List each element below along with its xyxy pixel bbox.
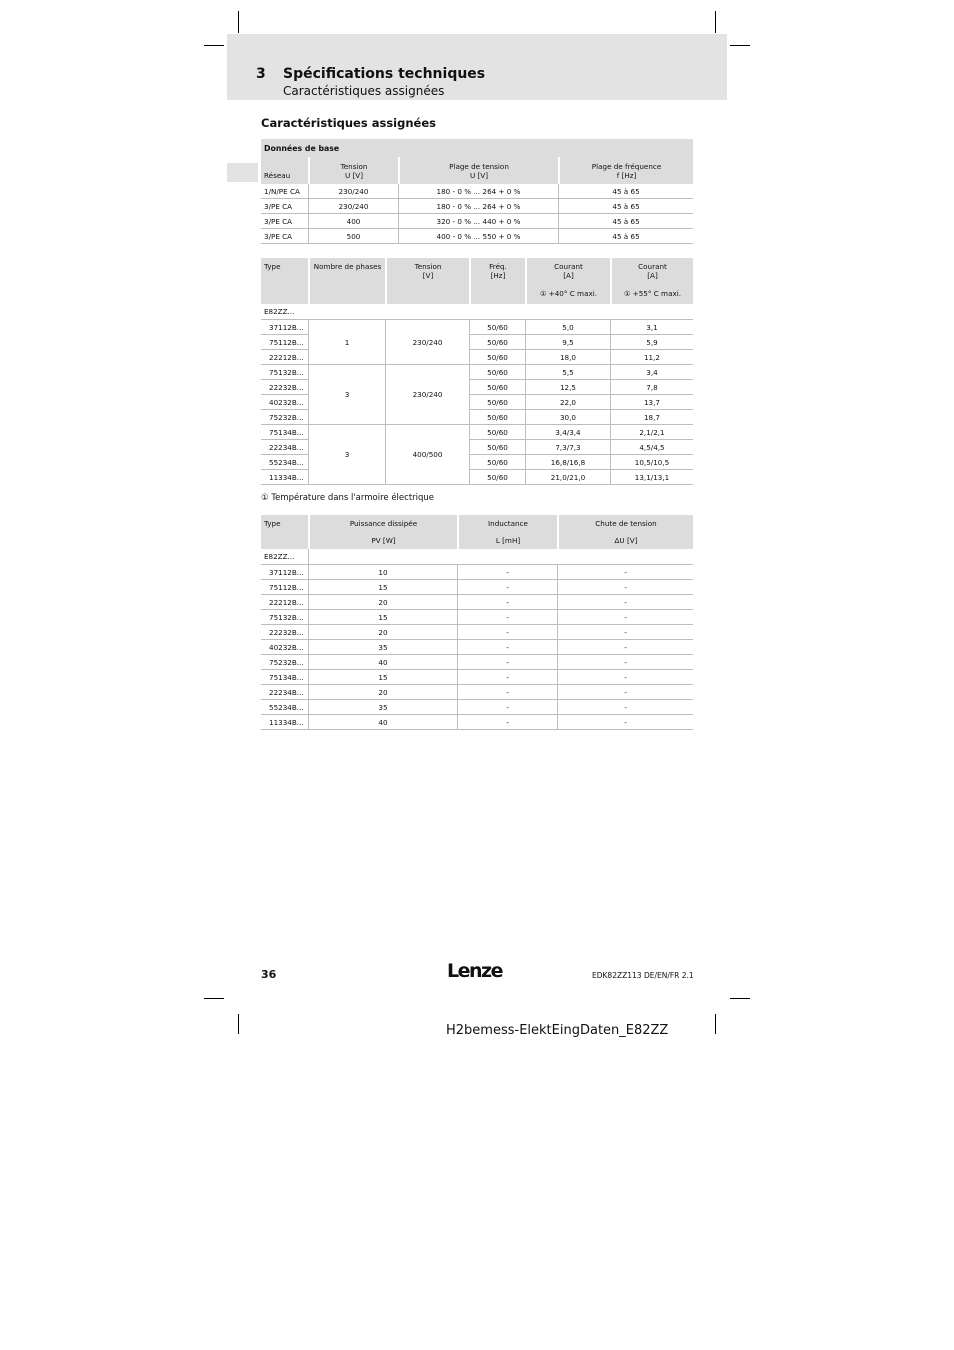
cell-courant-40: 3,4/3,4 <box>525 425 610 440</box>
crop-mark <box>204 998 224 999</box>
cell-courant-55: 13,7 <box>610 395 693 410</box>
cell-puissance: 40 <box>308 715 457 730</box>
table-row <box>261 640 693 655</box>
cell-courant-40: 7,3/7,3 <box>525 440 610 455</box>
cell-courant-40: 5,0 <box>525 320 610 335</box>
cell-courant-40: 30,0 <box>525 410 610 425</box>
cell-type: 75112B... <box>261 335 308 350</box>
cell-inductance: - <box>457 580 557 595</box>
section-title: Caractéristiques assignées <box>261 116 436 130</box>
cell-courant-55: 5,9 <box>610 335 693 350</box>
cell-plage-tension: 400 - 0 % ... 550 + 0 % <box>398 229 558 244</box>
cell-chute-tension: - <box>557 580 693 595</box>
header-courant-40: Courant [A] ① +40° C maxi. <box>525 258 610 304</box>
cell-type: 22232B... <box>261 625 308 640</box>
table-row <box>261 425 693 440</box>
cell-puissance: 15 <box>308 580 457 595</box>
cell-plage-frequence: 45 à 65 <box>558 199 693 214</box>
cell-plage-frequence: 45 à 65 <box>558 184 693 199</box>
cell-type: 11334B... <box>261 470 308 485</box>
basic-data-table <box>261 139 693 244</box>
cell-inductance: - <box>457 565 557 580</box>
cell-type: 55234B... <box>261 700 308 715</box>
cell-courant-55: 18,7 <box>610 410 693 425</box>
crop-mark <box>238 1014 239 1034</box>
header-type: Type <box>261 258 308 304</box>
table-row <box>261 700 693 715</box>
side-tab <box>227 163 258 182</box>
table-row <box>261 595 693 610</box>
cell-type: 75134B... <box>261 670 308 685</box>
header-courant-55: Courant [A] ① +55° C maxi. <box>610 258 693 304</box>
cell-courant-55: 2,1/2,1 <box>610 425 693 440</box>
cell-frequence: 50/60 <box>469 455 525 470</box>
cell-type: 75132B... <box>261 610 308 625</box>
cell-phases: 3 <box>308 365 385 425</box>
cell-courant-55: 3,1 <box>610 320 693 335</box>
cell-type: 37112B... <box>261 565 308 580</box>
cell-type: 22212B... <box>261 350 308 365</box>
cell-plage-tension: 180 - 0 % ... 264 + 0 % <box>398 199 558 214</box>
cell-type: 75132B... <box>261 365 308 380</box>
cell-inductance: - <box>457 700 557 715</box>
cell-type: 37112B... <box>261 320 308 335</box>
header-plage-frequence: Plage de fréquence f [Hz] <box>558 157 693 184</box>
cell-frequence: 50/60 <box>469 380 525 395</box>
table-row <box>261 320 693 335</box>
cell-type: 75232B... <box>261 410 308 425</box>
cell-courant-55: 11,2 <box>610 350 693 365</box>
cell-chute-tension: - <box>557 685 693 700</box>
table-row <box>261 685 693 700</box>
chapter-number: 3 <box>256 66 266 82</box>
cell-inductance: - <box>457 640 557 655</box>
cell-courant-40: 22,0 <box>525 395 610 410</box>
page-number: 36 <box>261 968 277 981</box>
cell-type: 75134B... <box>261 425 308 440</box>
type-prefix: E82ZZ... <box>261 304 308 320</box>
crop-mark <box>204 45 224 46</box>
crop-mark <box>730 45 750 46</box>
header-chute-tension: Chute de tension ΔU [V] <box>557 515 693 549</box>
cell-chute-tension: - <box>557 715 693 730</box>
table-row <box>261 229 693 244</box>
cell-frequence: 50/60 <box>469 410 525 425</box>
table-row <box>261 625 693 640</box>
cell-type: 40232B... <box>261 640 308 655</box>
table-row <box>261 199 693 214</box>
cell-tension: 400/500 <box>385 425 469 485</box>
cell-plage-tension: 180 - 0 % ... 264 + 0 % <box>398 184 558 199</box>
cell-chute-tension: - <box>557 610 693 625</box>
header-tension: Tension [V] <box>385 258 469 304</box>
crop-mark <box>715 11 716 33</box>
cell-chute-tension: - <box>557 655 693 670</box>
lenze-logo: Lenze <box>447 960 502 982</box>
cell-inductance: - <box>457 655 557 670</box>
cell-puissance: 15 <box>308 670 457 685</box>
header-frequence: Fréq. [Hz] <box>469 258 525 304</box>
cell-type: 22212B... <box>261 595 308 610</box>
document-code: EDK82ZZ113 DE/EN/FR 2.1 <box>592 971 694 980</box>
chapter-subtitle: Caractéristiques assignées <box>283 84 445 98</box>
cell-frequence: 50/60 <box>469 440 525 455</box>
cell-phases: 3 <box>308 425 385 485</box>
table-row <box>261 365 693 380</box>
cell-frequence: 50/60 <box>469 425 525 440</box>
crop-mark <box>730 998 750 999</box>
current-ratings-table <box>261 258 693 485</box>
cell-chute-tension: - <box>557 700 693 715</box>
cell-courant-55: 13,1/13,1 <box>610 470 693 485</box>
cell-courant-55: 4,5/4,5 <box>610 440 693 455</box>
cell-frequence: 50/60 <box>469 395 525 410</box>
cell-tension: 230/240 <box>385 320 469 365</box>
cell-type: 75232B... <box>261 655 308 670</box>
cell-chute-tension: - <box>557 640 693 655</box>
cell-chute-tension: - <box>557 625 693 640</box>
cell-type: 11334B... <box>261 715 308 730</box>
cell-inductance: - <box>457 625 557 640</box>
cell-courant-40: 9,5 <box>525 335 610 350</box>
cell-tension: 500 <box>308 229 398 244</box>
cell-type: 55234B... <box>261 455 308 470</box>
header-tension: Tension U [V] <box>308 157 398 184</box>
cell-puissance: 20 <box>308 685 457 700</box>
cell-reseau: 3/PE CA <box>261 214 308 229</box>
cell-tension: 230/240 <box>308 199 398 214</box>
cell-reseau: 3/PE CA <box>261 229 308 244</box>
cell-type: 22234B... <box>261 440 308 455</box>
cell-type: 75112B... <box>261 580 308 595</box>
cell-phases: 1 <box>308 320 385 365</box>
cell-puissance: 40 <box>308 655 457 670</box>
cell-reseau: 1/N/PE CA <box>261 184 308 199</box>
crop-mark <box>238 11 239 33</box>
cell-inductance: - <box>457 715 557 730</box>
cell-courant-40: 12,5 <box>525 380 610 395</box>
cell-courant-40: 18,0 <box>525 350 610 365</box>
cell-inductance: - <box>457 610 557 625</box>
header-reseau: Réseau <box>261 157 308 184</box>
power-loss-table <box>261 515 693 730</box>
header-plage-tension: Plage de tension U [V] <box>398 157 558 184</box>
cell-frequence: 50/60 <box>469 350 525 365</box>
cell-tension: 400 <box>308 214 398 229</box>
cell-inductance: - <box>457 670 557 685</box>
cell-puissance: 15 <box>308 610 457 625</box>
cell-plage-tension: 320 - 0 % ... 440 + 0 % <box>398 214 558 229</box>
header-inductance: Inductance L [mH] <box>457 515 557 549</box>
cell-frequence: 50/60 <box>469 365 525 380</box>
table-row <box>261 610 693 625</box>
cell-inductance: - <box>457 685 557 700</box>
cell-puissance: 10 <box>308 565 457 580</box>
table-caption: Données de base <box>261 139 693 157</box>
cell-type: 22234B... <box>261 685 308 700</box>
header-puissance: Puissance dissipée PV [W] <box>308 515 457 549</box>
table-row <box>261 655 693 670</box>
table-row <box>261 184 693 199</box>
type-prefix: E82ZZ... <box>261 549 308 565</box>
table-row <box>261 715 693 730</box>
cell-type: 40232B... <box>261 395 308 410</box>
cell-puissance: 20 <box>308 625 457 640</box>
crop-mark <box>715 1014 716 1034</box>
cell-type: 22232B... <box>261 380 308 395</box>
cell-tension: 230/240 <box>385 365 469 425</box>
cell-inductance: - <box>457 595 557 610</box>
cell-courant-55: 7,8 <box>610 380 693 395</box>
cell-puissance: 35 <box>308 640 457 655</box>
cell-plage-frequence: 45 à 65 <box>558 214 693 229</box>
table-row <box>261 565 693 580</box>
cell-chute-tension: - <box>557 670 693 685</box>
footnote: ① Température dans l'armoire électrique <box>261 493 435 503</box>
cell-puissance: 35 <box>308 700 457 715</box>
cell-courant-55: 10,5/10,5 <box>610 455 693 470</box>
cell-tension: 230/240 <box>308 184 398 199</box>
table-row <box>261 580 693 595</box>
table-row <box>261 214 693 229</box>
cell-courant-40: 21,0/21,0 <box>525 470 610 485</box>
cell-frequence: 50/60 <box>469 320 525 335</box>
cell-frequence: 50/60 <box>469 335 525 350</box>
bottom-marker: H2bemess-ElektEingDaten_E82ZZ <box>446 1023 669 1038</box>
header-phases: Nombre de phases <box>308 258 385 304</box>
cell-chute-tension: - <box>557 565 693 580</box>
cell-plage-frequence: 45 à 65 <box>558 229 693 244</box>
chapter-title: Spécifications techniques <box>283 66 486 82</box>
cell-courant-40: 5,5 <box>525 365 610 380</box>
header-type: Type <box>261 515 308 549</box>
cell-reseau: 3/PE CA <box>261 199 308 214</box>
cell-frequence: 50/60 <box>469 470 525 485</box>
cell-puissance: 20 <box>308 595 457 610</box>
cell-courant-55: 3,4 <box>610 365 693 380</box>
cell-courant-40: 16,8/16,8 <box>525 455 610 470</box>
cell-chute-tension: - <box>557 595 693 610</box>
table-row <box>261 670 693 685</box>
